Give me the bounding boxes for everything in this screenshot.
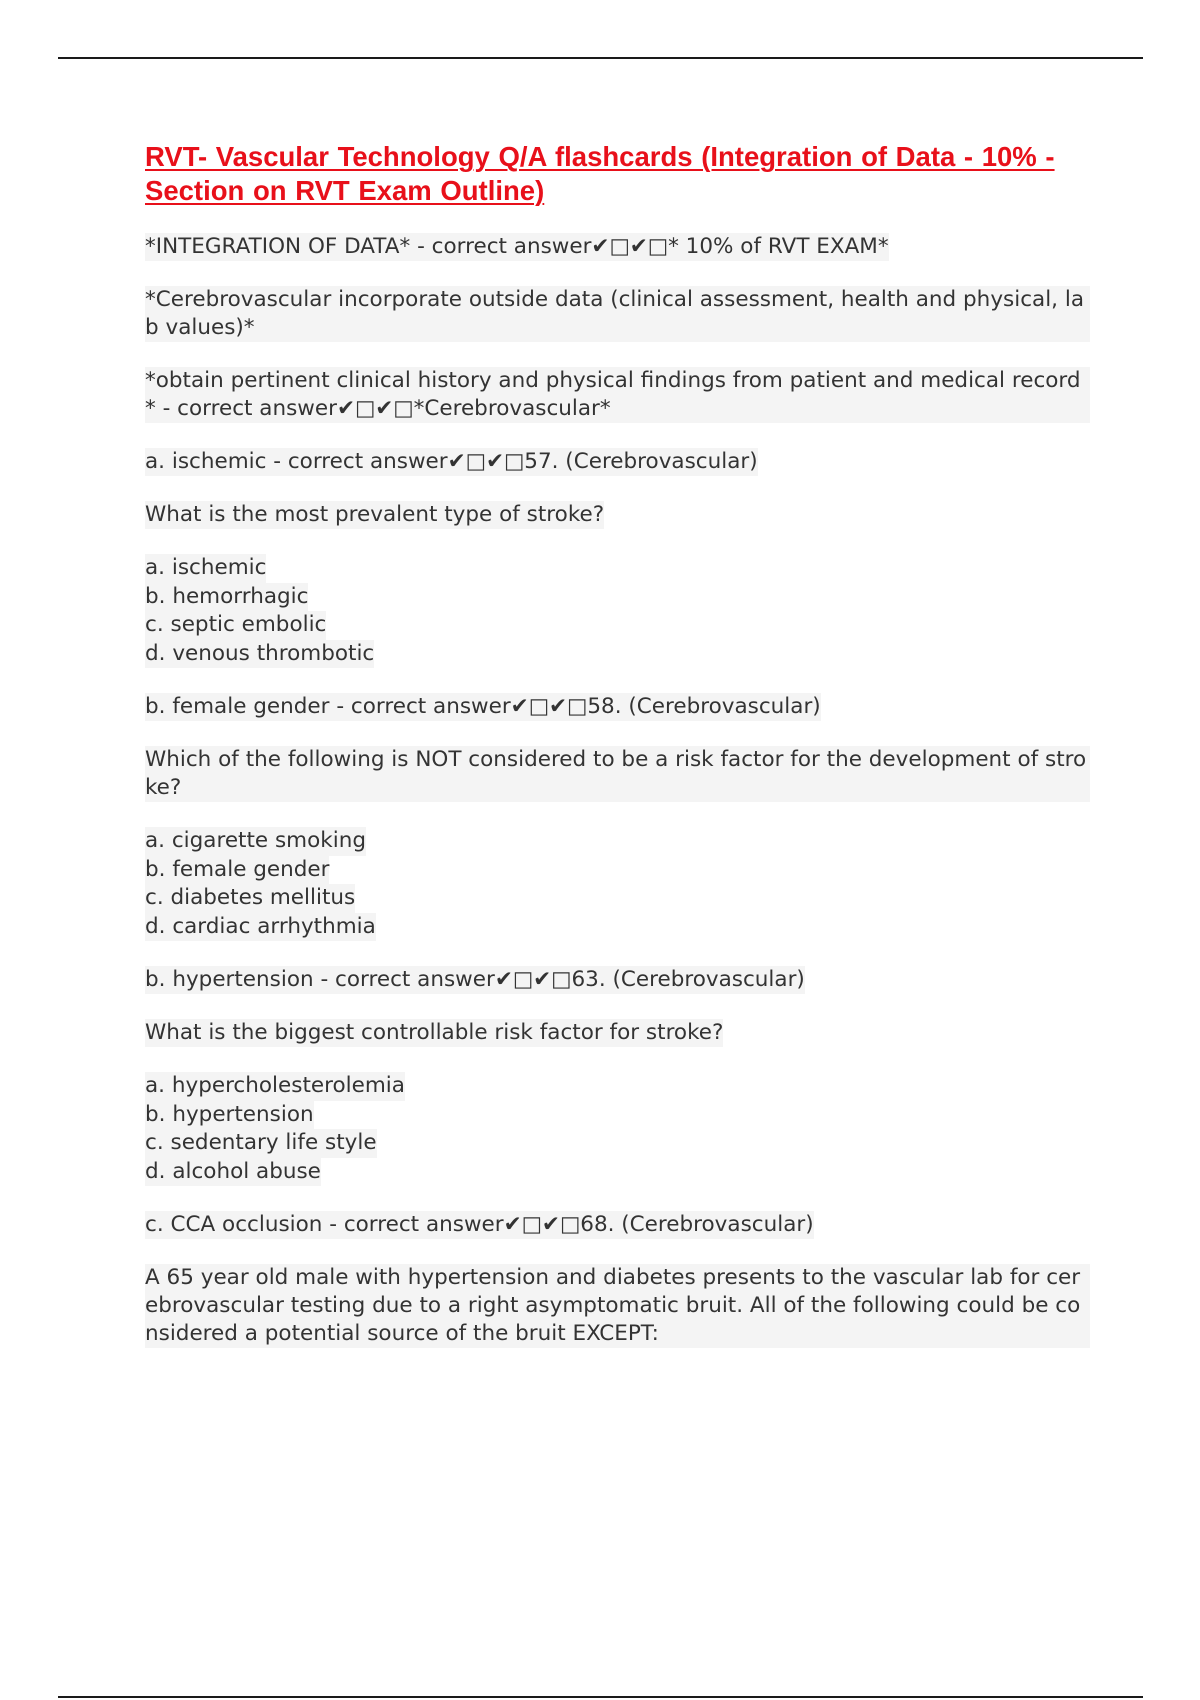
q63-option-c: c. sedentary life style xyxy=(145,1129,377,1158)
q57-option-b: b. hemorrhagic xyxy=(145,583,308,612)
document-title: RVT- Vascular Technology Q/A flashcards (Integration of Data - 10% - Section on RVT Exam Outline) xyxy=(145,141,1055,206)
q63-option-a: a. hypercholesterolemia xyxy=(145,1072,405,1101)
q58-question: Which of the following is NOT considered to be a risk factor for the development of stroke? xyxy=(145,746,1090,802)
q63-options xyxy=(145,1072,1090,1186)
q68-question: A 65 year old male with hypertension and diabetes presents to the vascular lab for cerebrovascular testing due to a right asymptomatic bruit. All of the following could be considered a potential source of the bruit EXCEPT: xyxy=(145,1264,1090,1348)
q58-options xyxy=(145,827,1090,941)
bottom-rule xyxy=(58,1696,1143,1698)
q58-option-d: d. cardiac arrhythmia xyxy=(145,913,376,942)
q63-option-b: b. hypertension xyxy=(145,1101,314,1130)
cerebrovascular-intro-text: *Cerebrovascular incorporate outside data (clinical assessment, health and physical, lab values)* xyxy=(145,286,1090,342)
q68-answer: c. CCA occlusion - correct answer✔□✔□68. (Cerebrovascular) xyxy=(145,1212,814,1237)
q58-answer: b. female gender - correct answer✔□✔□58. (Cerebrovascular) xyxy=(145,694,821,719)
q57-question: What is the most prevalent type of stroke? xyxy=(145,502,605,527)
q57-option-d: d. venous thrombotic xyxy=(145,640,374,669)
q63-option-d: d. alcohol abuse xyxy=(145,1158,321,1187)
integration-of-data-card: *INTEGRATION OF DATA* - correct answer✔□✔□* 10% of RVT EXAM* xyxy=(145,234,889,259)
q58-option-a: a. cigarette smoking xyxy=(145,827,366,856)
q63-answer: b. hypertension - correct answer✔□✔□63. (Cerebrovascular) xyxy=(145,967,805,992)
q57-answer: a. ischemic - correct answer✔□✔□57. (Cerebrovascular) xyxy=(145,449,758,474)
top-rule xyxy=(58,57,1143,59)
q57-option-a: a. ischemic xyxy=(145,554,266,583)
q57-options xyxy=(145,554,1090,668)
q57-option-c: c. septic embolic xyxy=(145,611,326,640)
q58-option-b: b. female gender xyxy=(145,856,329,885)
q58-option-c: c. diabetes mellitus xyxy=(145,884,355,913)
document-body xyxy=(145,140,1090,1373)
q63-question: What is the biggest controllable risk factor for stroke? xyxy=(145,1020,724,1045)
clinical-history-card: *obtain pertinent clinical history and physical findings from patient and medical record* - correct answer✔□✔□*Cerebrovascular* xyxy=(145,367,1090,423)
